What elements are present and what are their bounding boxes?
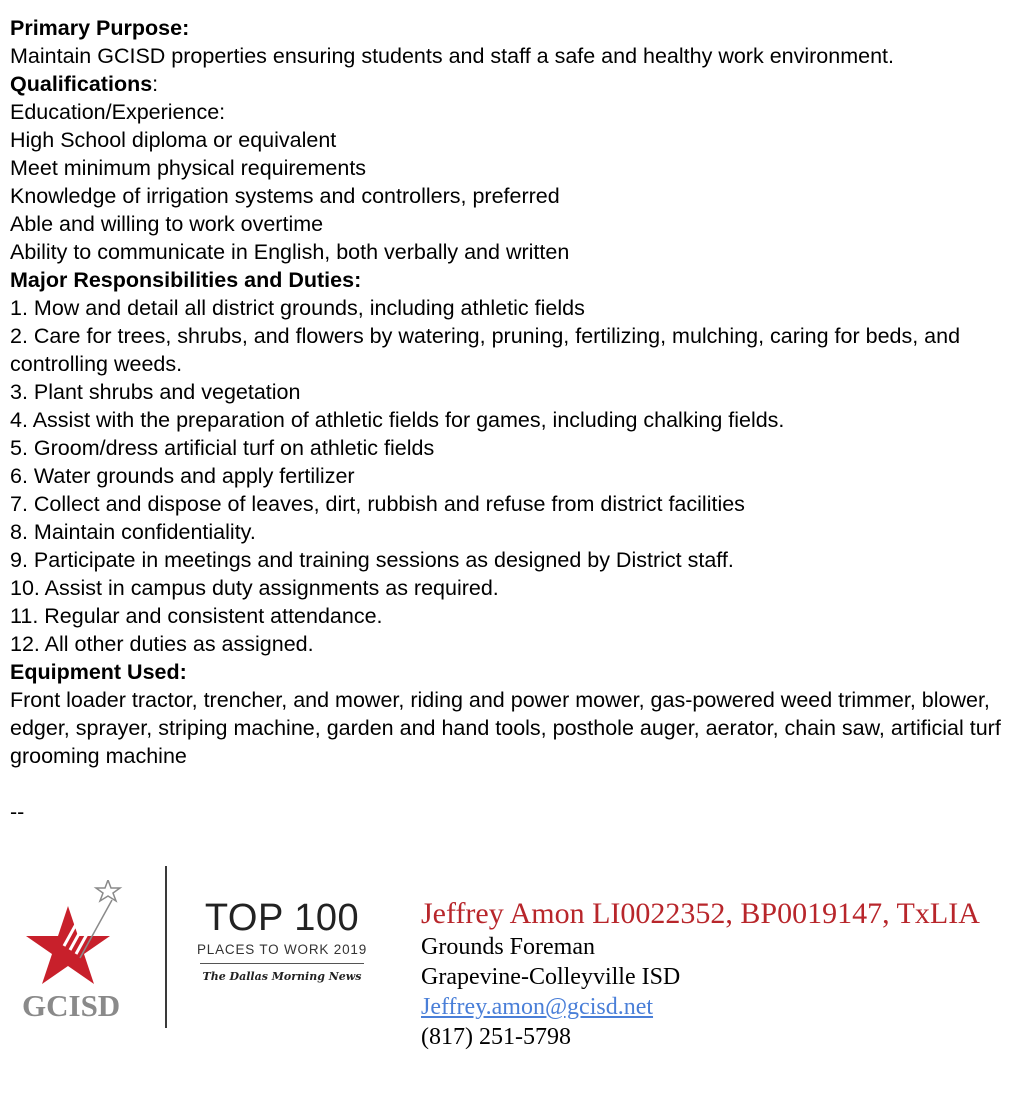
job-description [10, 14, 1010, 826]
qualification-item: Meet minimum physical requirements [10, 156, 367, 180]
qualifications-heading: Qualifications [10, 72, 153, 96]
top-100-award-logo [196, 898, 368, 983]
signature-email-link[interactable]: Jeffrey.amon@gcisd.net [421, 994, 654, 1020]
signature-email-row [421, 992, 1011, 1022]
qualification-item: Ability to communicate in English, both verbally and written [10, 240, 570, 264]
award-publisher: The Dallas Morning News [202, 970, 362, 983]
logo-divider [165, 866, 167, 1028]
responsibility-item: 10. Assist in campus duty assignments as required. [10, 576, 499, 600]
logo-text: GCISD [22, 988, 121, 1020]
responsibility-item: 4. Assist with the preparation of athletic fields for games, including chalking fields. [10, 408, 785, 432]
responsibility-item: 12. All other duties as assigned. [10, 632, 314, 656]
award-rule [200, 963, 364, 964]
gcisd-star-logo [20, 880, 140, 1020]
qualifications-colon: : [152, 72, 159, 96]
responsibility-item: 2. Care for trees, shrubs, and flowers by watering, pruning, fertilizing, mulching, caring for beds, and controlling weeds. [10, 324, 961, 376]
qualification-item: Able and willing to work overtime [10, 212, 324, 236]
signature-title: Grounds Foreman [421, 934, 595, 960]
responsibility-item: 11. Regular and consistent attendance. [10, 604, 383, 628]
responsibility-item: 1. Mow and detail all district grounds, including athletic fields [10, 296, 585, 320]
responsibility-item: 3. Plant shrubs and vegetation [10, 380, 301, 404]
primary-purpose-text: Maintain GCISD properties ensuring students and staff a safe and healthy work environment. [10, 44, 894, 68]
education-label: Education/Experience: [10, 100, 226, 124]
contact-block [421, 896, 1011, 1052]
equipment-heading: Equipment Used: [10, 660, 187, 684]
email-signature [0, 860, 1016, 1106]
qualification-item: High School diploma or equivalent [10, 128, 337, 152]
signature-divider: -- [10, 800, 25, 824]
responsibility-item: 8. Maintain confidentiality. [10, 520, 256, 544]
responsibility-item: 5. Groom/dress artificial turf on athletic fields [10, 436, 435, 460]
signature-name: Jeffrey Amon LI0022352, BP0019147, TxLIA [421, 897, 980, 930]
responsibility-item: 6. Water grounds and apply fertilizer [10, 464, 355, 488]
responsibilities-heading: Major Responsibilities and Duties: [10, 268, 362, 292]
equipment-text: Front loader tractor, trencher, and mower, riding and power mower, gas-powered weed trimmer, blower, edger, sprayer, striping machine, garden and hand tools, posthole auger, aerator, chain saw, artificial turf grooming machine [10, 688, 1001, 768]
award-subtitle: PLACES TO WORK 2019 [196, 942, 367, 957]
qualifications-heading-row [10, 70, 1010, 98]
award-title: TOP 100 [204, 897, 360, 939]
signature-organization: Grapevine-Colleyville ISD [421, 964, 681, 990]
primary-purpose-heading: Primary Purpose: [10, 16, 190, 40]
qualification-item: Knowledge of irrigation systems and controllers, preferred [10, 184, 560, 208]
responsibility-item: 9. Participate in meetings and training sessions as designed by District staff. [10, 548, 734, 572]
responsibility-item: 7. Collect and dispose of leaves, dirt, rubbish and refuse from district facilities [10, 492, 745, 516]
signature-phone: (817) 251-5798 [421, 1024, 571, 1050]
